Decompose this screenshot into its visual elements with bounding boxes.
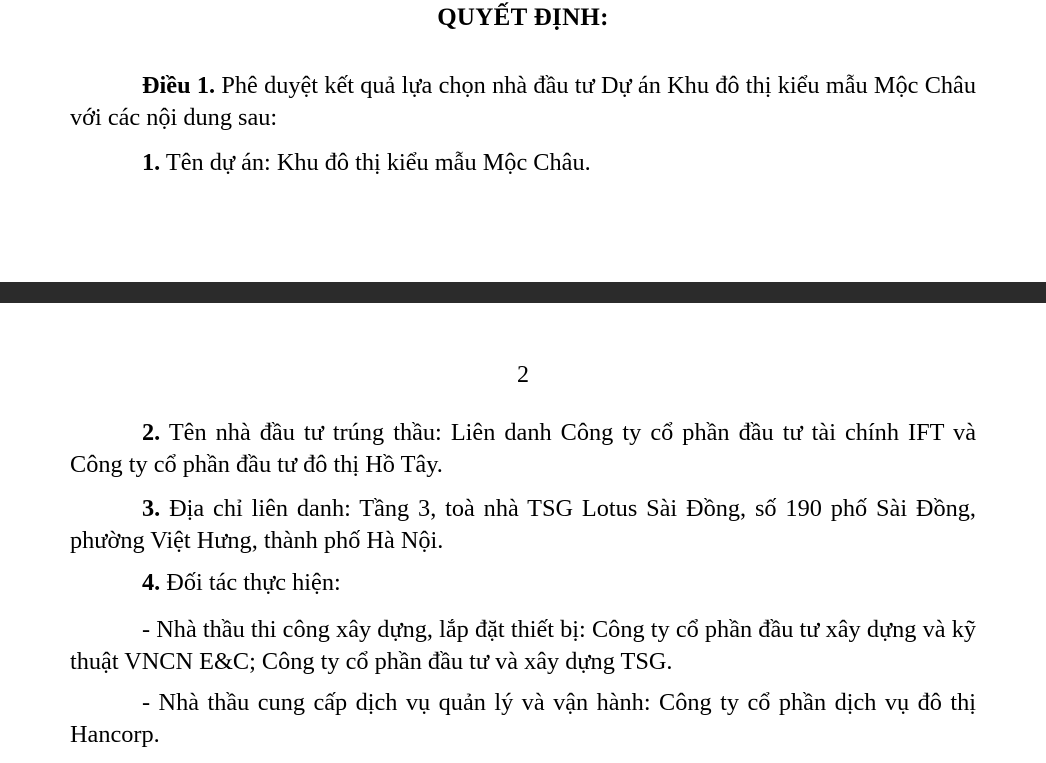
item-3-text: Địa chỉ liên danh: Tầng 3, toà nhà TSG Lotus Sài Đồng, số 190 phố Sài Đồng, phường Việt Hưng, thành phố Hà Nội. (70, 495, 976, 554)
item-2-label: 2. (142, 419, 161, 446)
article-1-label: Điều 1. (142, 72, 216, 99)
partner-construction-paragraph: - Nhà thầu thi công xây dựng, lắp đặt thiết bị: Công ty cổ phần đầu tư xây dựng và kỹ thuật VNCN E&C; Công ty cổ phần đầu tư và xây dựng TSG. (70, 616, 976, 675)
document-page-1 (0, 0, 1046, 282)
article-1-paragraph (70, 70, 976, 134)
article-1-text: Phê duyệt kết quả lựa chọn nhà đầu tư Dự án Khu đô thị kiểu mẫu Mộc Châu với các nội dung sau: (70, 72, 976, 131)
item-4-text: Đối tác thực hiện: (160, 569, 341, 596)
decision-heading: QUYẾT ĐỊNH: (437, 4, 609, 31)
page-separator (0, 282, 1046, 303)
item-4-paragraph (70, 567, 976, 599)
item-1-text: Tên dự án: Khu đô thị kiểu mẫu Mộc Châu. (160, 149, 591, 176)
item-2-paragraph (70, 417, 976, 481)
item-3-paragraph (70, 493, 976, 557)
item-1-paragraph (70, 147, 976, 179)
page-number: 2 (517, 362, 529, 388)
document-page-2 (0, 303, 1046, 763)
partner-management-paragraph: - Nhà thầu cung cấp dịch vụ quản lý và vận hành: Công ty cổ phần dịch vụ đô thị Hancorp. (70, 689, 976, 748)
item-2-text: Tên nhà đầu tư trúng thầu: Liên danh Công ty cổ phần đầu tư tài chính IFT và Công ty cổ phần đầu tư đô thị Hồ Tây. (70, 419, 976, 478)
item-1-label: 1. (142, 149, 161, 176)
item-3-label: 3. (142, 495, 161, 522)
item-4-label: 4. (142, 569, 161, 596)
